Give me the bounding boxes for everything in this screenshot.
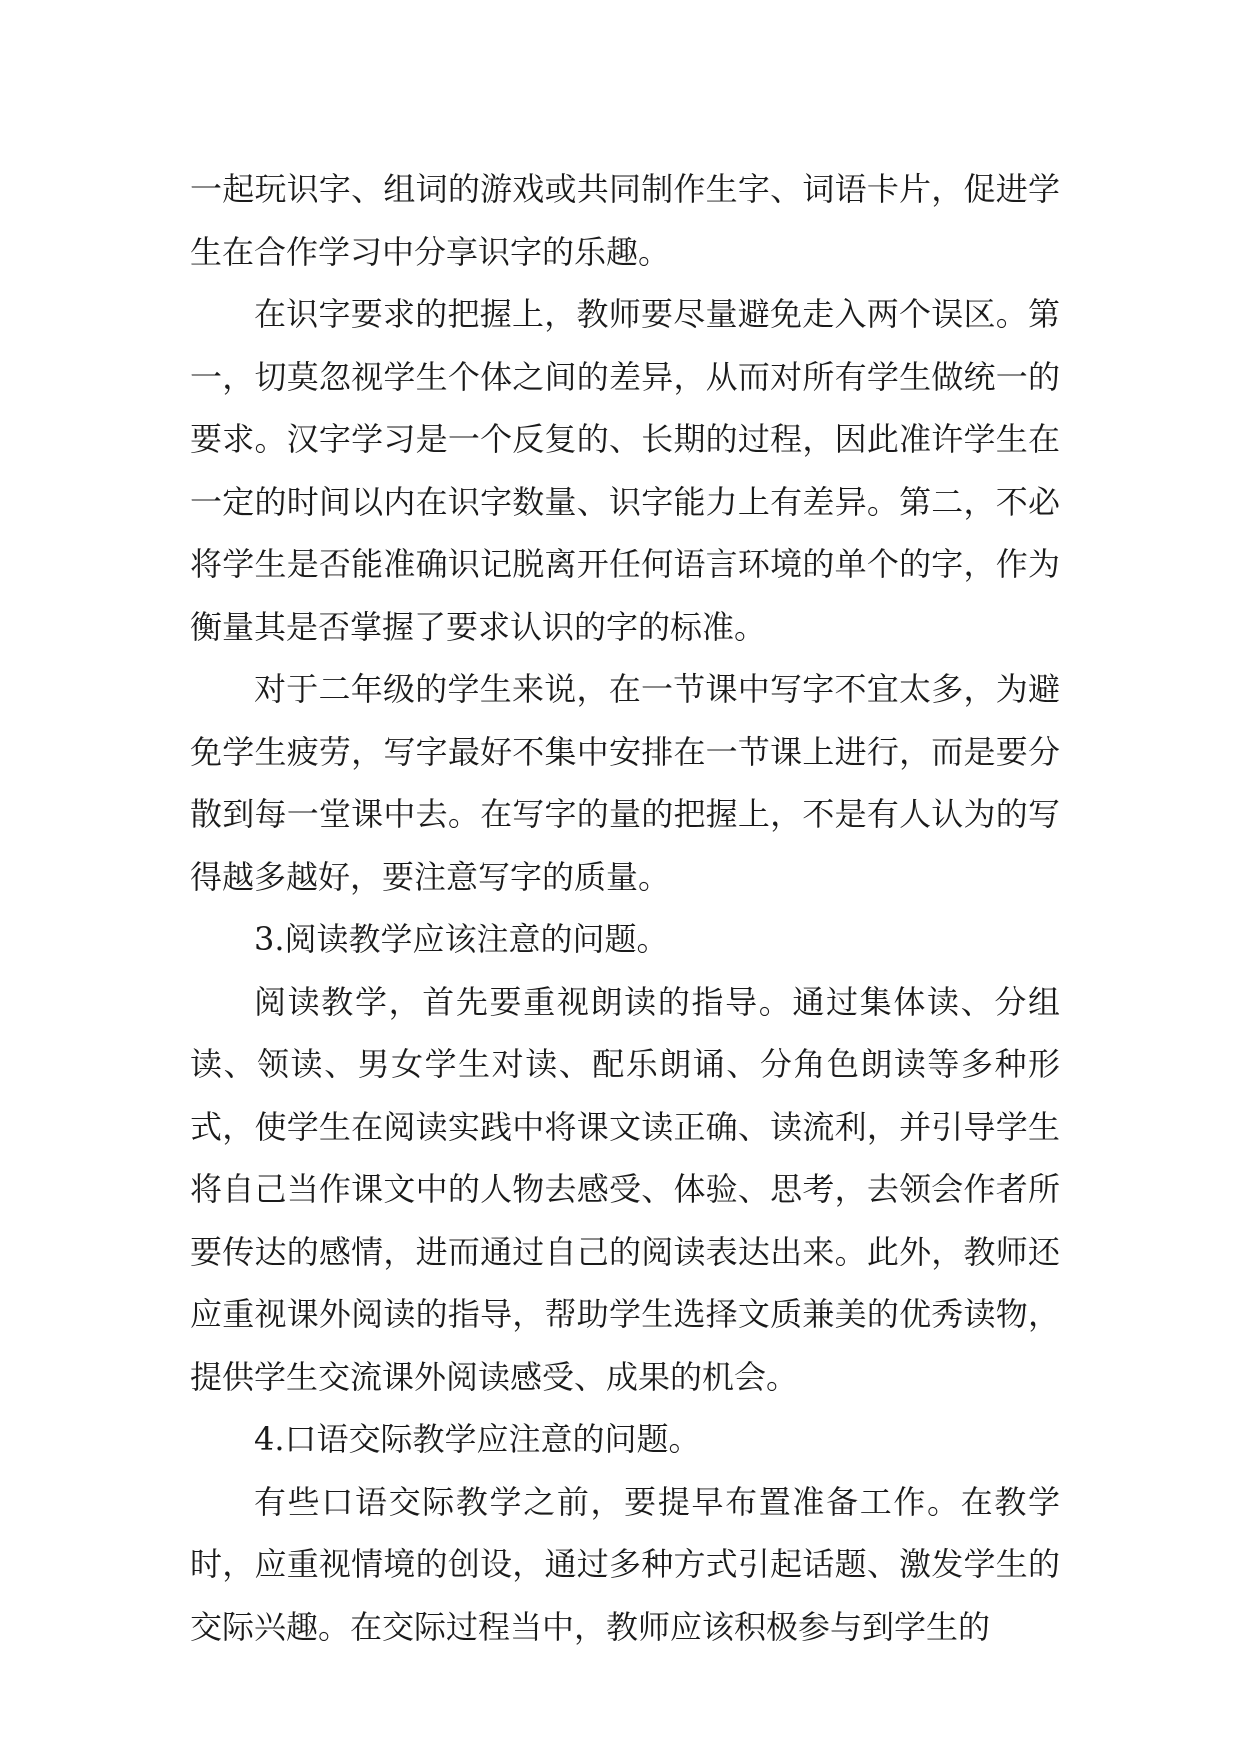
paragraph-literacy-requirements: 在识字要求的把握上，教师要尽量避免走入两个误区。第一，切莫忽视学生个体之间的差异，从而对所有学生做统一的要求。汉字学习是一个反复的、长期的过程，因此准许学生在一定的时间以内在识字数量、识字能力上有差异。第二，不必将学生是否能准确识记脱离开任何语言环境的单个的字，作为衡量其是否掌握了要求认识的字的标准。 bbox=[190, 295, 1060, 646]
body-text bbox=[190, 158, 1060, 1658]
section-heading-oral-communication: 4.口语交际教学应注意的问题。 bbox=[254, 1420, 701, 1458]
section-heading-reading: 3.阅读教学应该注意的问题。 bbox=[254, 920, 669, 958]
paragraph-continuation: 一起玩识字、组词的游戏或共同制作生字、词语卡片，促进学生在合作学习中分享识字的乐趣。 bbox=[190, 170, 1060, 271]
paragraph-oral-communication: 有些口语交际教学之前，要提早布置准备工作。在教学时，应重视情境的创设，通过多种方式引起话题、激发学生的交际兴趣。在交际过程当中，教师应该积极参与到学生的 bbox=[190, 1482, 1060, 1646]
paragraph-writing-practice: 对于二年级的学生来说，在一节课中写字不宜太多，为避免学生疲劳，写字最好不集中安排在一节课上进行，而是要分散到每一堂课中去。在写字的量的把握上，不是有人认为的写得越多越好，要注意写字的质量。 bbox=[190, 670, 1060, 896]
paragraph-reading-teaching: 阅读教学，首先要重视朗读的指导。通过集体读、分组读、领读、男女学生对读、配乐朗诵、分角色朗读等多种形式，使学生在阅读实践中将课文读正确、读流利，并引导学生将自己当作课文中的人物去感受、体验、思考，去领会作者所要传达的感情，进而通过自己的阅读表达出来。此外，教师还应重视课外阅读的指导，帮助学生选择文质兼美的优秀读物，提供学生交流课外阅读感受、成果的机会。 bbox=[190, 982, 1060, 1396]
